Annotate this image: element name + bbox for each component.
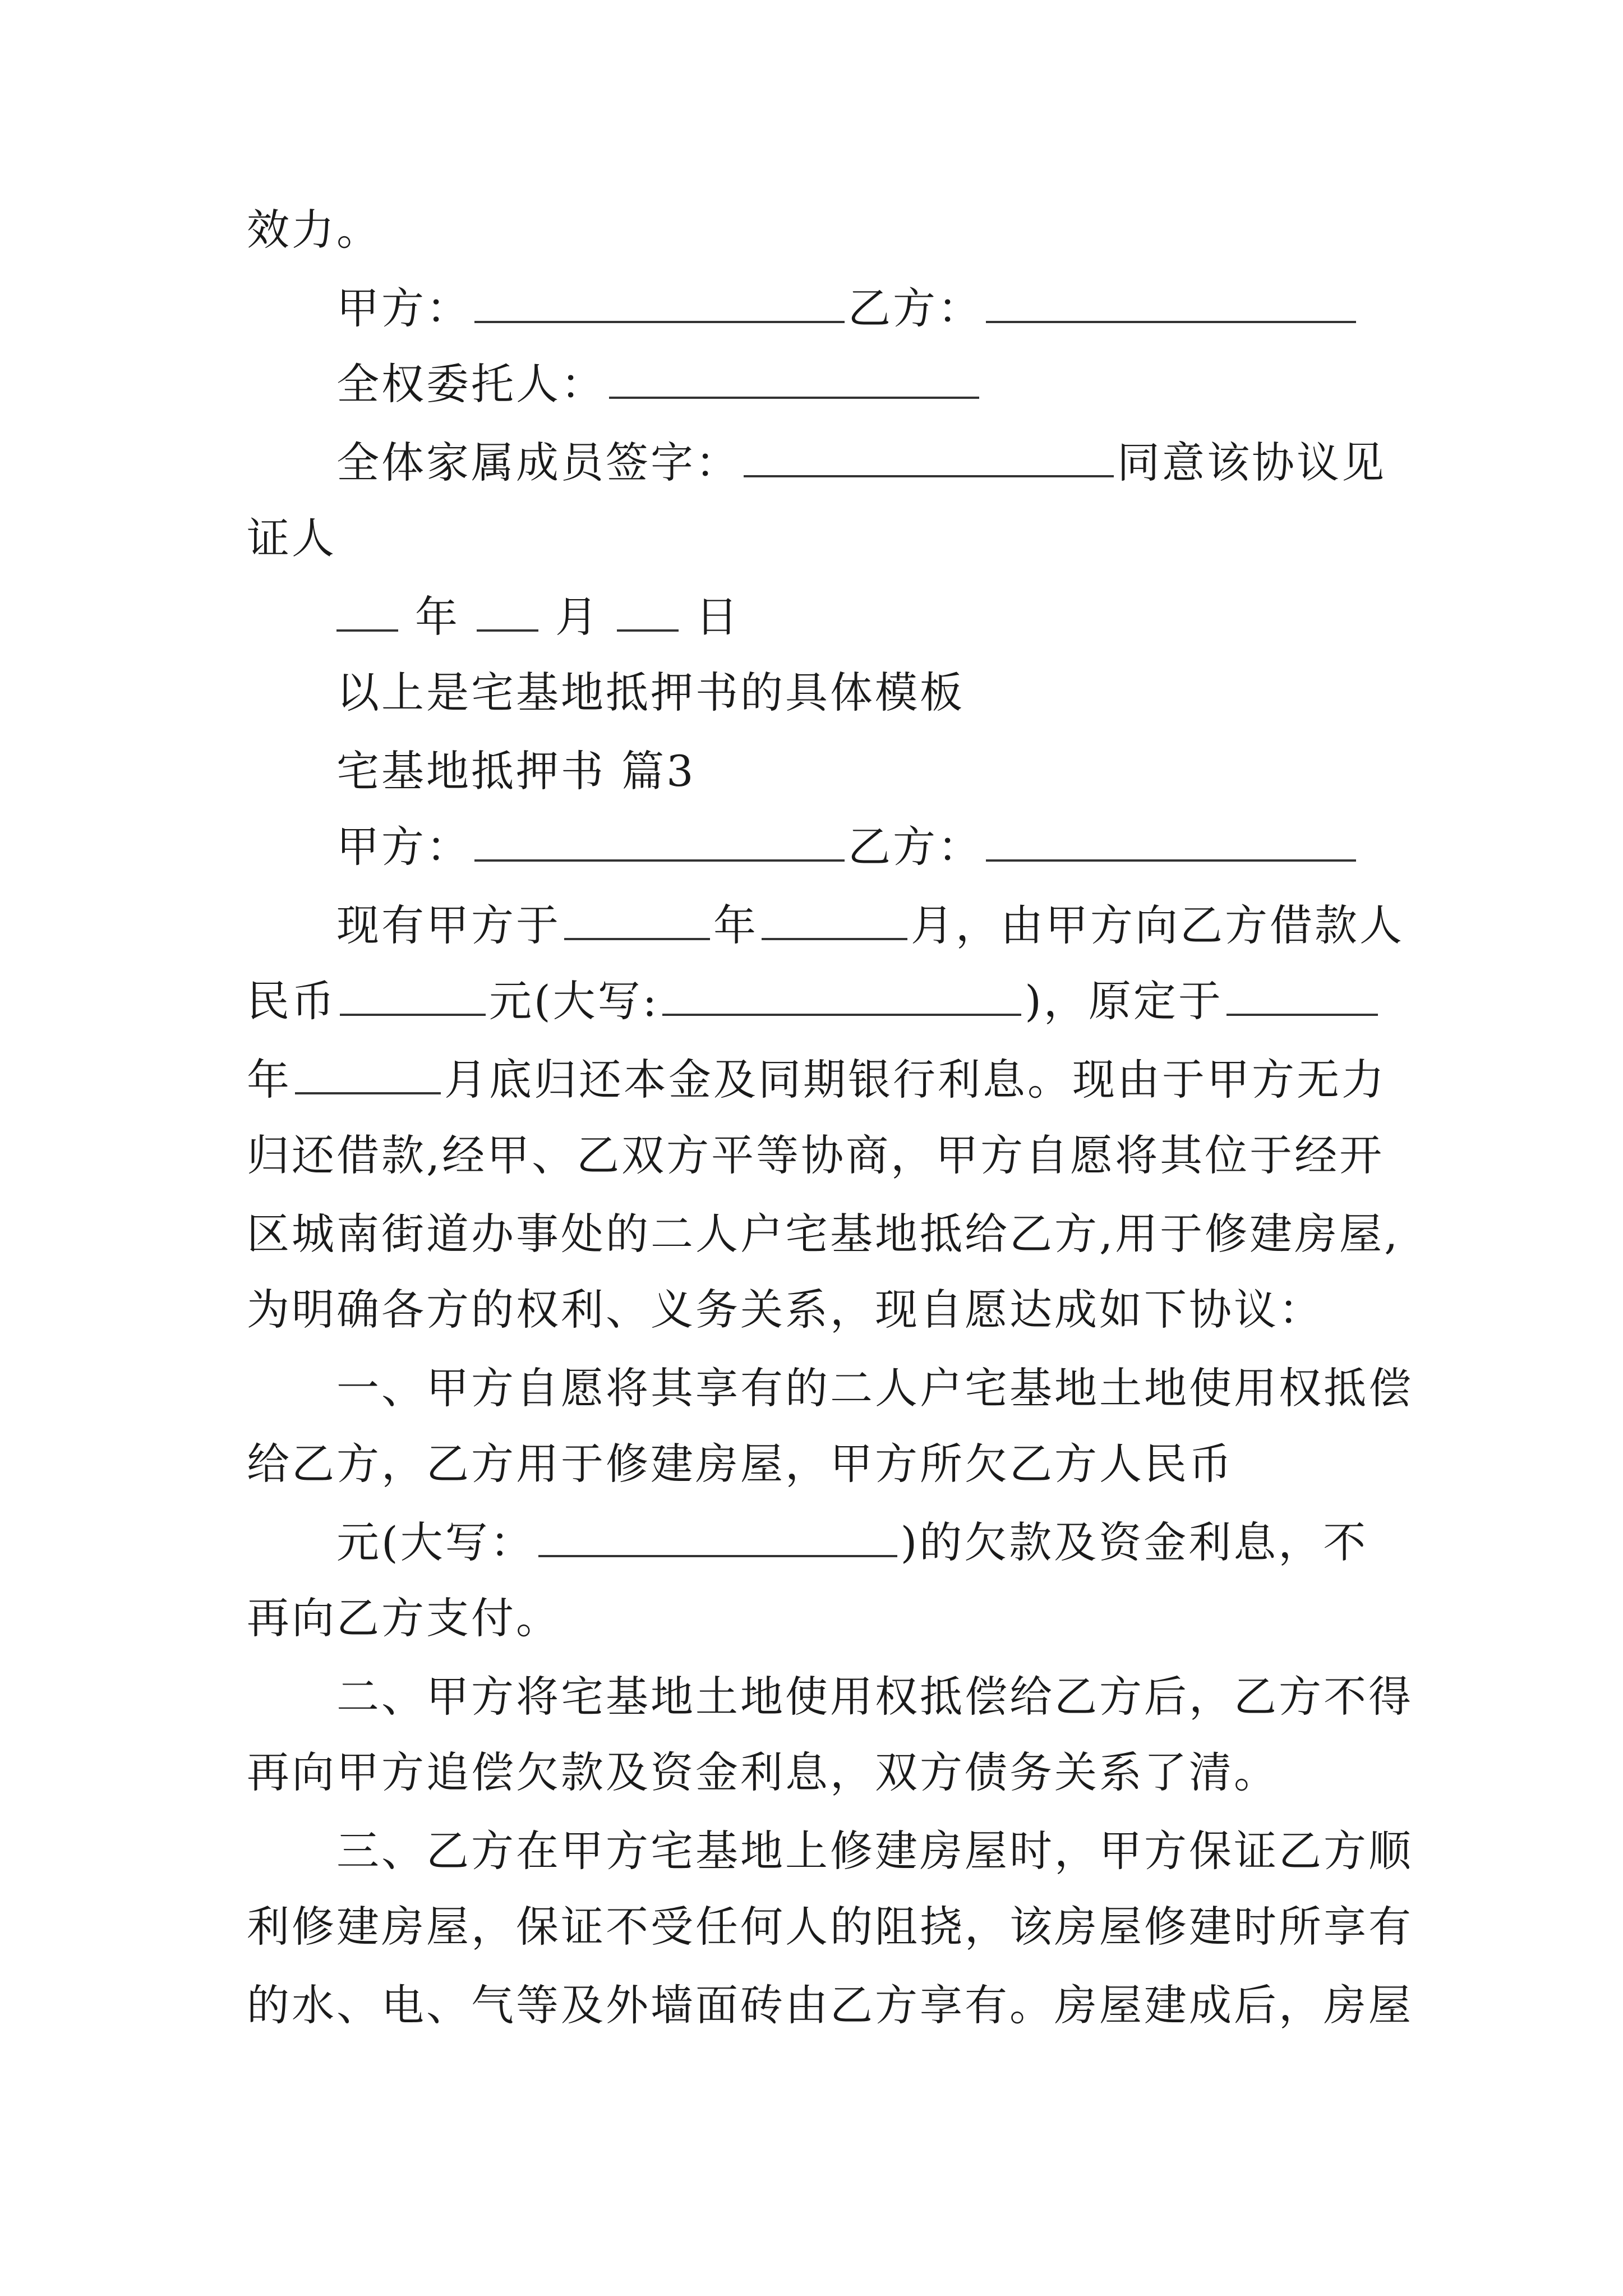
section-title: 宅基地抵押书 篇3 [336, 746, 696, 796]
line-text: 的水、电、气等及外墙面砖由乙方享有。房屋建成后，房屋 [247, 1980, 1413, 2030]
line-text: 给乙方，乙方用于修建房屋，甲方所欠乙方人民币 [247, 1439, 1234, 1489]
text-line [336, 1669, 1413, 1725]
section-heading [336, 743, 1391, 799]
text-line [247, 1128, 1391, 1184]
line-text: 现有甲方于 [336, 900, 561, 950]
day-label: 日 [695, 592, 740, 642]
family-blank[interactable] [744, 436, 1114, 477]
line-text: 同意该协议见 [1117, 438, 1386, 487]
party-a-label: 甲方： [336, 822, 471, 872]
family-label: 全体家属成员签字： [336, 438, 740, 487]
signature-line-agent [336, 356, 1391, 412]
text-line [247, 1206, 1400, 1262]
line-text: 三、乙方在甲方宅基地上修建房屋时，甲方保证乙方顺 [336, 1826, 1413, 1876]
date-line [336, 589, 1391, 645]
text-line [336, 898, 1404, 954]
party-a-blank[interactable] [474, 820, 845, 862]
party-a-label: 甲方： [336, 283, 471, 333]
signature-line-parties [336, 280, 1391, 337]
text-line [247, 1745, 1391, 1801]
signature-line-family [336, 435, 1391, 491]
line-text: )的欠款及资金利息，不 [900, 1517, 1368, 1567]
line-text: )，原定于 [1025, 976, 1223, 1026]
text-line [336, 1360, 1413, 1416]
text-line [336, 1515, 1391, 1571]
amount-words-blank[interactable] [538, 1516, 897, 1557]
text-line [247, 1977, 1413, 2033]
amount-blank[interactable] [340, 974, 486, 1016]
line-text: 元(大写: [489, 976, 660, 1026]
agent-label: 全权委托人： [336, 359, 606, 409]
line-text: 以上是宅基地抵押书的具体模板 [336, 668, 965, 717]
party-a-blank[interactable] [474, 282, 845, 323]
amount-words-blank[interactable] [662, 974, 1021, 1016]
line-text: 归还借款,经甲、乙双方平等协商，甲方自愿将其位于经开 [247, 1130, 1385, 1180]
line-text: 为明确各方的权利、义务关系，现自愿达成如下协议： [247, 1285, 1324, 1335]
signature-line-parties [336, 819, 1391, 875]
year-blank[interactable] [564, 899, 710, 940]
text-line [247, 202, 1391, 258]
party-b-blank[interactable] [986, 282, 1356, 323]
line-text: 年 [713, 900, 758, 950]
month-blank[interactable] [762, 899, 907, 940]
text-line [247, 1282, 1391, 1338]
year-blank[interactable] [336, 590, 398, 632]
party-b-blank[interactable] [986, 820, 1356, 862]
line-text: 二、甲方将宅基地土地使用权抵偿给乙方后，乙方不得 [336, 1672, 1413, 1722]
line-text: 月，由甲方向乙方借款人 [911, 900, 1404, 950]
line-text: 一、甲方自愿将其享有的二人户宅基地土地使用权抵偿 [336, 1363, 1413, 1413]
line-text: 月底归还本金及同期银行利息。现由于甲方无力 [444, 1055, 1386, 1105]
line-text: 民币 [247, 976, 336, 1026]
text-line [247, 1052, 1391, 1108]
text-line [247, 510, 1391, 567]
month-label: 月 [555, 592, 600, 642]
text-line [336, 665, 1391, 721]
month-blank[interactable] [477, 590, 538, 632]
party-b-label: 乙方： [848, 822, 983, 872]
text-line [336, 1823, 1413, 1879]
line-text: 区城南街道办事处的二人户宅基地抵给乙方,用于修建房屋, [247, 1209, 1400, 1259]
witness-label: 证人 [247, 513, 336, 563]
line-text: 利修建房屋，保证不受任何人的阻挠，该房屋修建时所享有 [247, 1902, 1413, 1952]
day-blank[interactable] [617, 590, 679, 632]
line-text: 再向甲方追偿欠款及资金利息，双方债务关系了清。 [247, 1747, 1279, 1797]
text-line [247, 1436, 1391, 1492]
year-label: 年 [415, 592, 460, 642]
agent-blank[interactable] [609, 357, 979, 399]
line-text: 效力。 [247, 205, 381, 255]
line-text: 年 [247, 1055, 292, 1105]
line-text: 元(大写： [336, 1517, 535, 1567]
text-line [247, 1899, 1413, 1955]
text-line [247, 973, 1391, 1029]
text-line [247, 1590, 1391, 1646]
year-blank[interactable] [1227, 974, 1378, 1016]
month-blank[interactable] [295, 1053, 441, 1094]
line-text: 再向乙方支付。 [247, 1593, 561, 1643]
party-b-label: 乙方： [848, 283, 983, 333]
